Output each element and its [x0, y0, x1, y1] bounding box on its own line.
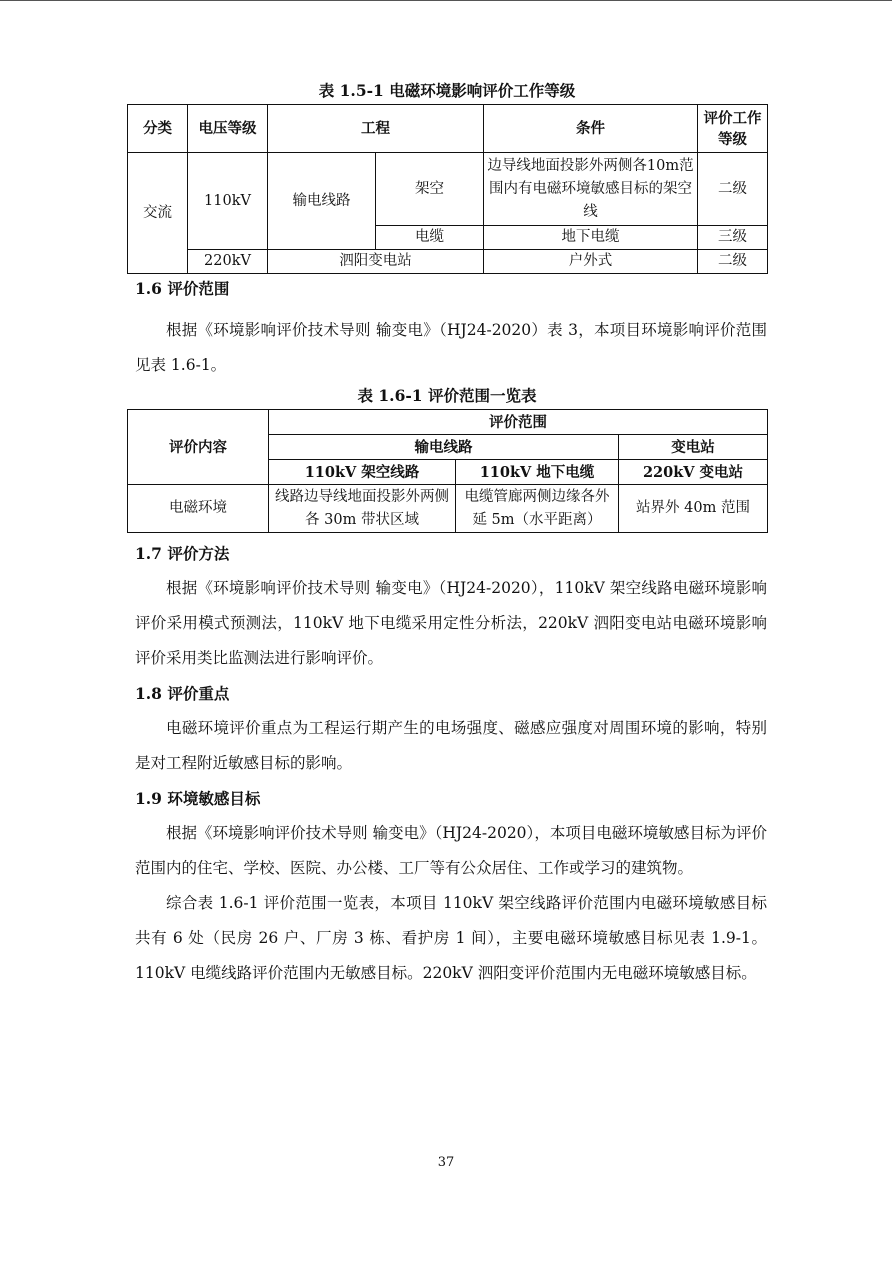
table-header-row — [128, 410, 768, 435]
table-1-6-1-caption: 表 1.6-1 评价范围一览表 — [357, 386, 537, 405]
condition-cell: 边导线地面投影外两侧各10m范围内有电磁环境敏感目标的架空线 — [484, 153, 698, 226]
category-cell: 交流 — [128, 153, 188, 274]
header-condition: 条件 — [484, 105, 698, 153]
type-cell: 架空 — [376, 153, 484, 226]
project-cell: 泗阳变电站 — [268, 250, 484, 274]
voltage-cell: 110kV — [188, 153, 268, 250]
row-label: 电磁环境 — [128, 485, 269, 533]
grade-cell: 三级 — [698, 226, 768, 250]
section-heading-1-6: 1.6 评价范围 — [135, 279, 230, 298]
header-underground: 110kV 地下电缆 — [456, 460, 619, 485]
paragraph: 根据《环境影响评价技术导则 输变电》（HJ24-2020），本项目电磁环境敏感目标为评价范围内的住宅、学校、医院、办公楼、工厂等有公众居住、工作或学习的建筑物。 — [135, 824, 767, 877]
header-grade: 评价工作等级 — [698, 105, 768, 153]
table-row — [128, 485, 768, 533]
header-range: 评价范围 — [269, 410, 768, 435]
table-1-5-1-caption: 表 1.5-1 电磁环境影响评价工作等级 — [318, 81, 576, 100]
section-heading-1-7: 1.7 评价方法 — [135, 544, 230, 563]
header-station: 变电站 — [619, 435, 768, 460]
underground-range-cell: 电缆管廊两侧边缘各外延 5m（水平距离） — [456, 485, 619, 533]
header-overhead: 110kV 架空线路 — [269, 460, 456, 485]
header-voltage: 电压等级 — [188, 105, 268, 153]
header-substation: 220kV 变电站 — [619, 460, 768, 485]
table-1-6-1 — [127, 409, 768, 533]
top-rule — [0, 0, 892, 1]
table-header-row — [128, 105, 768, 153]
type-cell: 电缆 — [376, 226, 484, 250]
header-content: 评价内容 — [128, 410, 269, 485]
grade-cell: 二级 — [698, 250, 768, 274]
paragraph: 电磁环境评价重点为工程运行期产生的电场强度、磁感应强度对周围环境的影响，特别是对工程附近敏感目标的影响。 — [135, 719, 767, 772]
paragraph: 根据《环境影响评价技术导则 输变电》（HJ24-2020）表 3，本项目环境影响评价范围见表 1.6-1。 — [135, 321, 767, 374]
table-row — [128, 153, 768, 226]
header-line: 输电线路 — [269, 435, 619, 460]
grade-cell: 二级 — [698, 153, 768, 226]
project-cell: 输电线路 — [268, 153, 376, 250]
condition-cell: 户外式 — [484, 250, 698, 274]
page-number: 37 — [437, 1155, 455, 1170]
overhead-range-cell: 线路边导线地面投影外两侧各 30m 带状区域 — [269, 485, 456, 533]
header-category: 分类 — [128, 105, 188, 153]
section-heading-1-8: 1.8 评价重点 — [135, 684, 230, 703]
table-1-5-1 — [127, 104, 768, 274]
section-heading-1-9: 1.9 环境敏感目标 — [135, 789, 261, 808]
substation-range-cell: 站界外 40m 范围 — [619, 485, 768, 533]
paragraph: 根据《环境影响评价技术导则 输变电》（HJ24-2020），110kV 架空线路电磁环境影响评价采用模式预测法，110kV 地下电缆采用定性分析法，220kV 泗阳变电站电磁环境影响评价采用类比监测法进行影响评价。 — [135, 579, 767, 667]
header-project: 工程 — [268, 105, 484, 153]
paragraph: 综合表 1.6-1 评价范围一览表，本项目 110kV 架空线路评价范围内电磁环境敏感目标共有 6 处（民房 26 户、厂房 3 栋、看护房 1 间），主要电磁环境敏感目标见表 1.9-1。110kV 电缆线路评价范围内无敏感目标。220kV 泗阳变评价范围内无电磁环境敏感目标。 — [135, 894, 767, 982]
document-page — [127, 78, 767, 991]
table-row — [128, 250, 768, 274]
condition-cell: 地下电缆 — [484, 226, 698, 250]
voltage-cell: 220kV — [188, 250, 268, 274]
